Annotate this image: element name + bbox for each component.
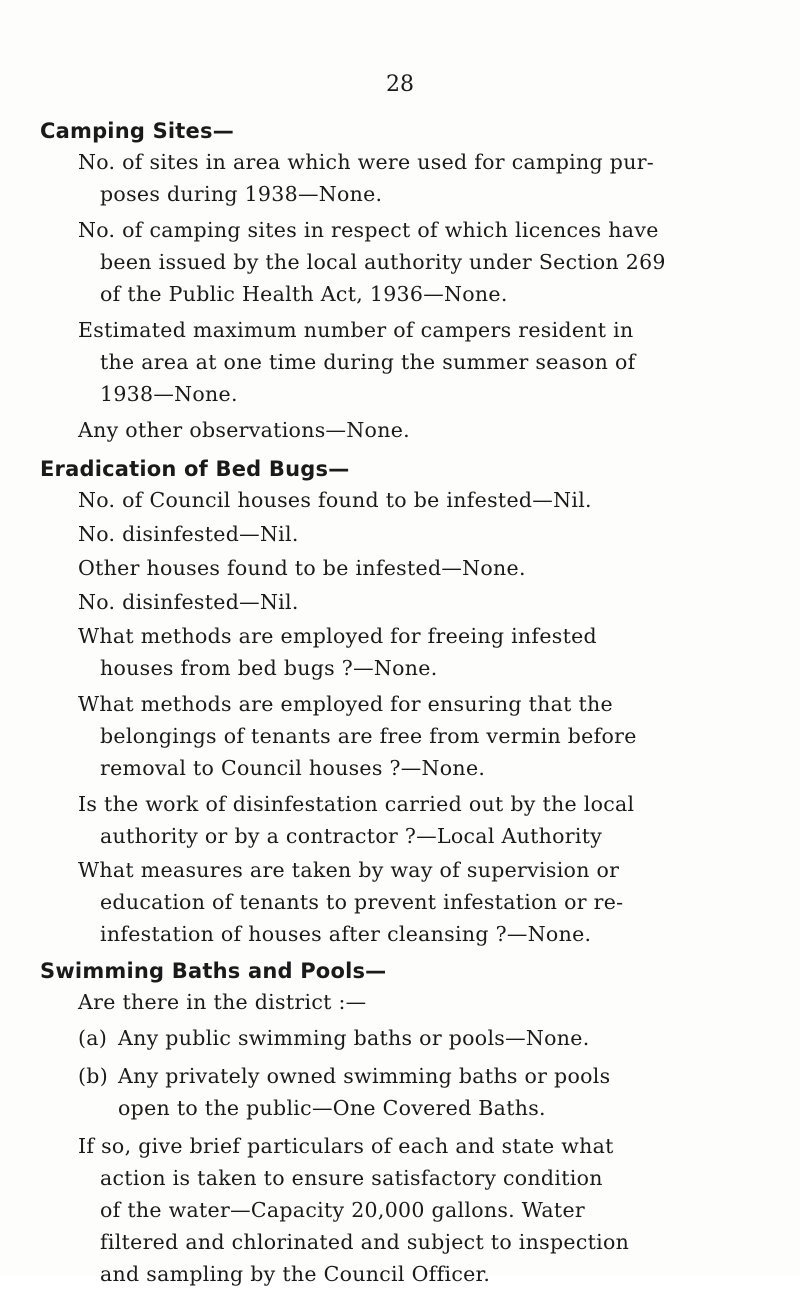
paragraph-camping-licences: [78, 214, 718, 310]
text-line: and sampling by the Council Officer.: [100, 1262, 491, 1286]
text-line: If so, give brief particulars of each and state what: [78, 1134, 614, 1158]
paragraph-supervision-measures: [78, 854, 718, 950]
paragraph-council-houses-infested: [78, 484, 718, 516]
text-line: houses from bed bugs ?—None.: [100, 656, 438, 680]
paragraph-freeing-methods: [78, 620, 718, 684]
text-line: authority or by a contractor ?—Local Authority: [100, 824, 603, 848]
heading-swimming-baths: Swimming Baths and Pools—: [40, 959, 387, 983]
paragraph-camping-sites-used: [78, 146, 718, 210]
paragraph-belongings-methods: [78, 688, 718, 784]
text-line: the area at one time during the summer season of: [100, 350, 636, 374]
text-line: Are there in the district :—: [78, 990, 367, 1014]
text-line: Other houses found to be infested—None.: [78, 556, 526, 580]
text-line: Any public swimming baths or pools—None.: [118, 1026, 590, 1050]
paragraph-other-houses-infested: [78, 552, 718, 584]
text-line: No. of camping sites in respect of which licences have: [78, 218, 659, 242]
text-line: Is the work of disinfestation carried out by the local: [78, 792, 635, 816]
text-line: Any privately owned swimming baths or pools: [118, 1064, 611, 1088]
paragraph-campers-estimate: [78, 314, 718, 410]
paragraph-council-disinfested: [78, 518, 718, 550]
heading-camping-sites: Camping Sites—: [40, 119, 234, 143]
list-marker-b: (b): [78, 1064, 109, 1088]
text-line: poses during 1938—None.: [100, 182, 383, 206]
text-line: belongings of tenants are free from vermin before: [100, 724, 637, 748]
text-line: been issued by the local authority under Section 269: [100, 250, 666, 274]
text-line: removal to Council houses ?—None.: [100, 756, 486, 780]
paragraph-are-there: [78, 986, 718, 1018]
text-line: open to the public—One Covered Baths.: [118, 1096, 546, 1120]
text-line: filtered and chlorinated and subject to inspection: [100, 1230, 630, 1254]
heading-bed-bugs: Eradication of Bed Bugs—: [40, 457, 350, 481]
text-line: What methods are employed for freeing infested: [78, 624, 597, 648]
text-line: No. disinfested—Nil.: [78, 522, 299, 546]
text-line: Estimated maximum number of campers resident in: [78, 318, 634, 342]
text-line: No. disinfested—Nil.: [78, 590, 299, 614]
text-line: No. of Council houses found to be infested—Nil.: [78, 488, 592, 512]
text-line: infestation of houses after cleansing ?—None.: [100, 922, 592, 946]
list-item-public-baths: [78, 1022, 718, 1054]
text-line: education of tenants to prevent infestation or re-: [100, 890, 624, 914]
list-marker-a: (a): [78, 1026, 108, 1050]
text-line: Any other observations—None.: [78, 418, 410, 442]
paragraph-disinfestation-work: [78, 788, 718, 852]
text-line: of the Public Health Act, 1936—None.: [100, 282, 508, 306]
text-line: action is taken to ensure satisfactory condition: [100, 1166, 603, 1190]
paragraph-camping-observations: [78, 414, 718, 446]
text-line: What methods are employed for ensuring that the: [78, 692, 613, 716]
text-line: No. of sites in area which were used for camping pur-: [78, 150, 655, 174]
text-line: of the water—Capacity 20,000 gallons. Water: [100, 1198, 585, 1222]
text-line: 1938—None.: [100, 382, 238, 406]
paragraph-other-disinfested: [78, 586, 718, 618]
page-number: 28: [386, 72, 414, 97]
paragraph-particulars: [78, 1130, 718, 1290]
text-line: What measures are taken by way of supervision or: [78, 858, 620, 882]
list-item-private-baths: [78, 1060, 718, 1124]
